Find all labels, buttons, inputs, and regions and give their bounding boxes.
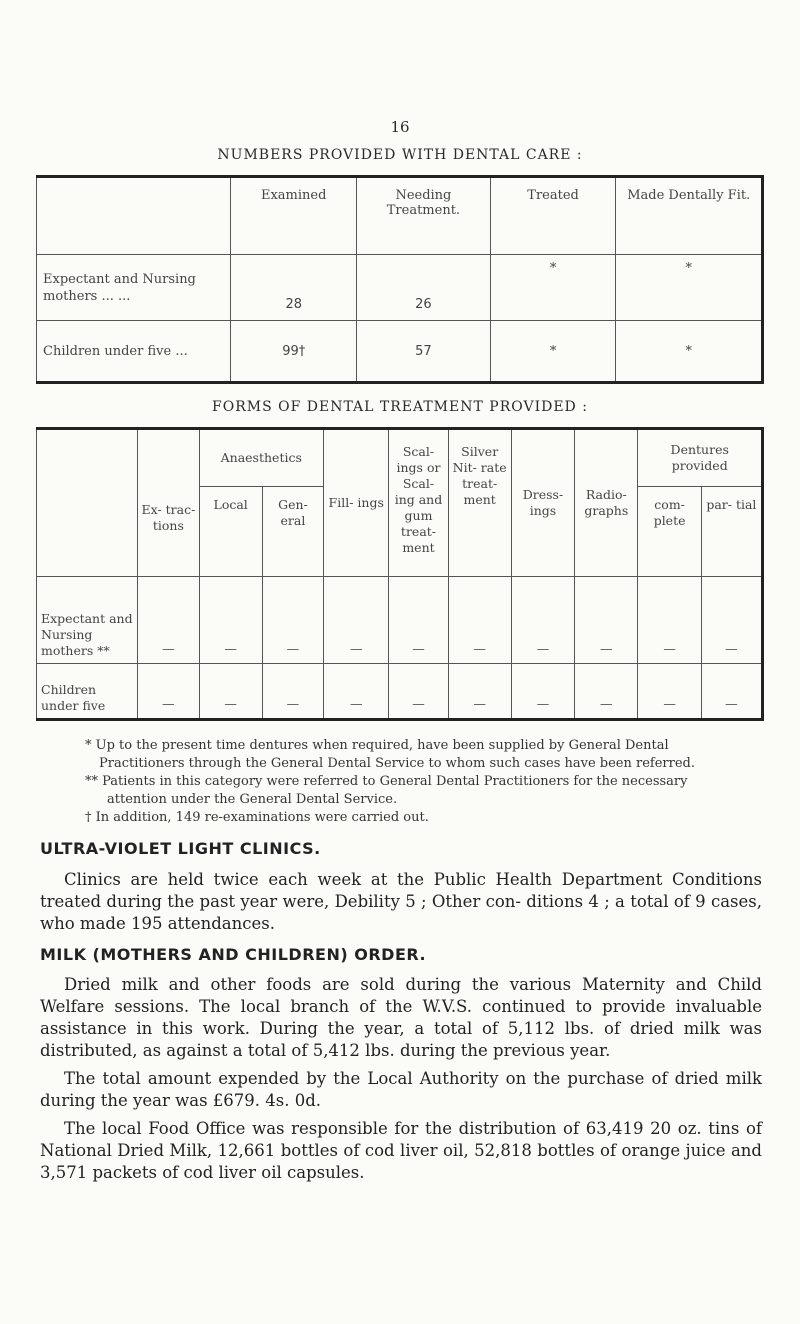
cell-treated: * (490, 255, 616, 321)
col-needing-treatment: Needing Treatment. (357, 177, 491, 255)
col-partial: par- tial (701, 487, 762, 577)
col-radiographs: Radio- graphs (575, 429, 638, 577)
col-fillings: Fill- ings (324, 429, 389, 577)
milk-paragraph: The local Food Office was responsible for the distribution of 63,419 20 oz. tins of National Dried Milk, 12,661 bottles of cod liver oil, 52,818 bottles of orange juice and 3,571 packets of cod liver oil capsules. (40, 1119, 762, 1182)
cell-value: — (138, 577, 199, 663)
col-examined: Examined (231, 177, 357, 255)
col-complete: com- plete (638, 487, 701, 577)
col-silver-nitrate: Silver Nit- rate treat- ment (448, 429, 511, 577)
col-anaesthetics: Anaesthetics (199, 429, 324, 487)
cell-value: — (389, 577, 448, 663)
cell-value: — (511, 663, 574, 719)
milk-section (40, 974, 762, 1184)
table-row (37, 255, 763, 321)
row-label-children: Children under five ... (37, 321, 231, 383)
milk-heading: MILK (MOTHERS AND CHILDREN) ORDER. (40, 945, 427, 964)
table1-caption: NUMBERS PROVIDED WITH DENTAL CARE : (217, 147, 583, 163)
footnotes (85, 737, 745, 827)
cell-value: — (262, 577, 323, 663)
row-label-children: Children under five (37, 663, 138, 719)
col-scalings: Scal- ings or Scal- ing and gum treat- ment (389, 429, 448, 577)
cell-value: — (199, 577, 262, 663)
dental-care-numbers-table (36, 175, 764, 384)
table-row (37, 577, 763, 663)
cell-value: — (638, 663, 701, 719)
cell-value: — (575, 577, 638, 663)
col-extractions: Ex- trac- tions (138, 429, 199, 577)
footnote-patients: ** Patients in this category were referred to General Dental Practitioners for the necessary attention under the General Dental Service. (85, 774, 688, 807)
uv-paragraph: Clinics are held twice each week at the Public Health Department Conditions treated during the past year were, Debility 5 ; Other con- ditions 4 ; a total of 9 cases, who made 195 attendances. (40, 870, 762, 933)
cell-value: — (448, 663, 511, 719)
col-treated: Treated (490, 177, 616, 255)
cell-needing: 57 (357, 321, 491, 383)
cell-examined: 28 (231, 255, 357, 321)
cell-value: — (701, 663, 762, 719)
col-dressings: Dress- ings (511, 429, 574, 577)
cell-value: — (199, 663, 262, 719)
cell-value: — (575, 663, 638, 719)
table2-caption: FORMS OF DENTAL TREATMENT PROVIDED : (212, 399, 588, 415)
col-local: Local (199, 487, 262, 577)
cell-fit: * (616, 255, 763, 321)
uv-heading: ULTRA-VIOLET LIGHT CLINICS. (40, 839, 321, 858)
cell-value: — (389, 663, 448, 719)
cell-value: — (448, 577, 511, 663)
dental-treatment-forms-table (36, 427, 764, 721)
col-dentures: Dentures provided (638, 429, 763, 487)
cell-value: — (638, 577, 701, 663)
cell-value: — (324, 663, 389, 719)
cell-fit: * (616, 321, 763, 383)
cell-value: — (262, 663, 323, 719)
cell-value: — (324, 577, 389, 663)
cell-value: — (511, 577, 574, 663)
cell-treated: * (490, 321, 616, 383)
table-row (37, 321, 763, 383)
cell-value: — (138, 663, 199, 719)
page-number: 16 (390, 118, 410, 136)
row-label-mothers: Expectant and Nursing mothers ... ... (37, 255, 231, 321)
uv-section (40, 869, 762, 935)
table-row (37, 663, 763, 719)
milk-paragraph: The total amount expended by the Local Authority on the purchase of dried milk during the year was £679. 4s. 0d. (40, 1069, 762, 1110)
cell-needing: 26 (357, 255, 491, 321)
blank-header-cell (37, 177, 231, 255)
footnote-reexaminations: † In addition, 149 re-examinations were carried out. (85, 810, 429, 825)
col-made-dentally-fit: Made Dentally Fit. (616, 177, 763, 255)
row-label-mothers: Expectant and Nursing mothers ** (37, 577, 138, 663)
cell-value: — (701, 577, 762, 663)
milk-paragraph: Dried milk and other foods are sold during the various Maternity and Child Welfare sessions. The local branch of the W.V.S. continued to provide invaluable assistance in this work. During the year, a total of 5,112 lbs. of dried milk was distributed, as against a total of 5,412 lbs. during the previous year. (40, 975, 762, 1060)
blank-header-cell (37, 429, 138, 577)
cell-examined: 99† (231, 321, 357, 383)
col-general: Gen- eral (262, 487, 323, 577)
footnote-dentures: * Up to the present time dentures when required, have been supplied by General Dental Practitioners through the General Dental Service to whom such cases have been referred. (85, 738, 695, 771)
